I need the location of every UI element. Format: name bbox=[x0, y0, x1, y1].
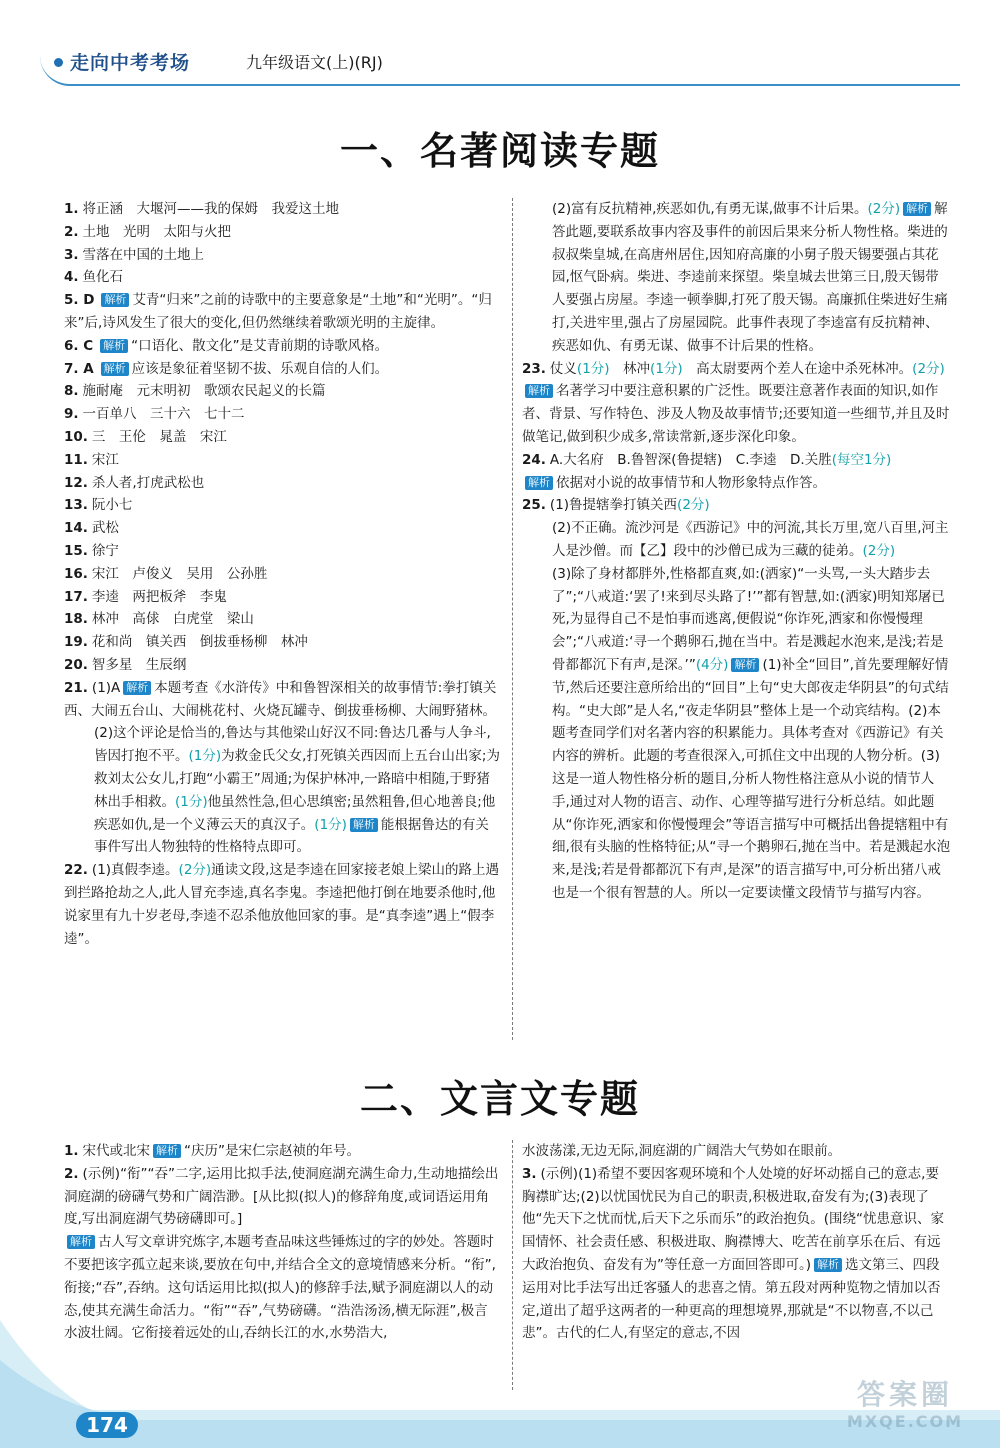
answer-number: 15. bbox=[64, 542, 88, 559]
answer-number: 5. D bbox=[64, 292, 95, 309]
answer-23 bbox=[522, 358, 952, 449]
answer-21 bbox=[64, 677, 500, 723]
score-label: (2分) bbox=[912, 360, 945, 377]
answer-text: 鱼化石 bbox=[82, 269, 124, 286]
section1-right-column bbox=[522, 198, 952, 905]
score-label: (2分) bbox=[178, 862, 212, 879]
answer-text: 杀人者,打虎武松也 bbox=[91, 474, 205, 491]
answer-number: 18. bbox=[64, 611, 88, 628]
answer-item bbox=[64, 358, 500, 381]
answer-number: 1. bbox=[64, 201, 79, 217]
analysis-tag: 解析 bbox=[350, 818, 378, 832]
answer-item bbox=[64, 494, 500, 517]
answer-number: 22. bbox=[64, 862, 88, 879]
answer-number: 25. bbox=[522, 497, 546, 514]
answer-22 bbox=[64, 859, 500, 950]
watermark-top: 答案圈 bbox=[856, 1378, 953, 1411]
answer-text: 武松 bbox=[91, 520, 119, 537]
analysis-text: 水波荡漾,无边无际,洞庭湖的广阔浩大气势如在眼前。 bbox=[522, 1143, 842, 1159]
answer-text: 土地 光明 太阳与火把 bbox=[82, 223, 232, 240]
answer-text: 将正涵 大堰河——我的保姆 我爱这土地 bbox=[82, 201, 340, 217]
analysis-tag: 解析 bbox=[100, 339, 128, 353]
answer-number: 9. bbox=[64, 406, 79, 423]
score-label: (1分) bbox=[175, 793, 208, 810]
answer-number: 14. bbox=[64, 520, 88, 537]
answer-number: 2. bbox=[64, 1165, 79, 1182]
answer-item bbox=[64, 472, 500, 495]
answer-text: (2)这个评论是恰当的,鲁达与其他梁山好汉不同:鲁达几番与人争斗,皆因打抱不平。 bbox=[94, 725, 491, 765]
answer-text: 阮小七 bbox=[91, 497, 133, 514]
answer-number: 13. bbox=[64, 497, 88, 514]
page-header bbox=[40, 44, 960, 86]
answer-item bbox=[64, 335, 500, 358]
analysis-tag: 解析 bbox=[525, 476, 553, 490]
answer-text: 高太尉要两个差人在途中杀死林冲。 bbox=[696, 360, 913, 377]
answer-item bbox=[64, 289, 500, 335]
answer-item bbox=[64, 426, 500, 449]
answer-number: 12. bbox=[64, 474, 88, 491]
score-label: (2分) bbox=[867, 201, 901, 217]
answer-text: (3)除了身材都胖外,性格都直爽,如:(洒家)“一头骂,一头大踏步去了”;“八戒道:‘罢了!来到尽头路了!’”都有智慧,如:(洒家)明知郑屠已死,为显得自己不是怕事而逃离,便假说“你诈死,洒家和你慢慢理会”;“八戒道:‘寻一个鹅卵石,抛在当中。若是溅起水泡来,是浅;若是骨都都沉下有声,是深。’” bbox=[552, 565, 945, 673]
answer-text: 李逵 两把板斧 李鬼 bbox=[91, 588, 227, 605]
score-label: (4分) bbox=[695, 656, 729, 673]
answer-item bbox=[64, 198, 500, 221]
analysis-text: (1)补全“回目”,首先要理解好情节,然后还要注意所给出的“回目”上句“史大郎夜走华阴县”的句式结构。“史大郎”是人名,“夜走华阴县”整体上是一个动宾结构。(2)本题考查同学们对名著内容的积累能力。具体考查对《西游记》有关内容的辨析。此题的考查很深入,可抓住文中出现的人物分析。(3)这是一道人物性格分析的题目,分析人物性格注意从小说的情节人手,通过对人物的语言、动作、心理等描写进行分析总结。如此题从“你诈死,洒家和你慢慢理会”等语言描写中可概括出鲁提辖粗中有细,很有头脑的性格特征;从“寻一个鹅卵石,抛在当中。若是溅起水泡来,是浅;若是骨都都沉下有声,是深”的语言描写中,可分析出猪八戒也是一个很有智慧的人。所以一定要读懂文段情节与描写内容。 bbox=[552, 656, 951, 901]
answer-number: 20. bbox=[64, 656, 88, 673]
answer-s2-2-cont bbox=[522, 1140, 952, 1163]
answer-number: 4. bbox=[64, 269, 79, 286]
answer-24 bbox=[522, 449, 952, 495]
analysis-tag: 解析 bbox=[123, 681, 151, 695]
answer-number: 6. C bbox=[64, 337, 94, 354]
answer-text: 他虽然性急,但心思缜密;虽然粗鲁,但心地善良;他疾恶如仇,是一个义薄云天的真汉子。 bbox=[94, 793, 496, 833]
analysis-tag: 解析 bbox=[903, 202, 931, 216]
answer-text: 林冲 高俅 白虎堂 梁山 bbox=[91, 611, 254, 628]
answer-21-2 bbox=[64, 722, 500, 859]
section2-title: 二、文言文专题 bbox=[359, 1077, 640, 1121]
answer-number: 3. bbox=[522, 1165, 537, 1182]
analysis-text: 选文第三、四段运用对比手法写出迁客骚人的悲喜之情。第五段对两种览物之情加以否定,道出了超乎这两者的一种更高的理想境界,那就是“不以物喜,不以己悲”。古代的仁人,有坚定的意志,不因 bbox=[522, 1256, 941, 1342]
answer-text: 三 王伦 晁盖 宋江 bbox=[91, 428, 227, 445]
header-subtitle: 九年级语文(上)(RJ) bbox=[246, 53, 383, 72]
header-brand: 走向中考考场 bbox=[70, 52, 191, 74]
answer-number: 19. bbox=[64, 634, 88, 651]
analysis-tag: 解析 bbox=[101, 362, 129, 376]
answer-text: (1)鲁提辖拳打镇关西 bbox=[549, 497, 678, 514]
analysis-tag: 解析 bbox=[525, 384, 553, 398]
answer-text: 艾青“归来”之前的诗歌中的主要意象是“土地”和“光明”。“归来”后,诗风发生了很大的变化,但仍然继续着歌颂光明的主旋律。 bbox=[64, 292, 492, 331]
analysis-text: 本题考查《水浒传》中和鲁智深相关的故事情节:拳打镇关西、大闹五台山、大闹桃花村、火烧瓦罐寺、倒拔垂杨柳、大闹野猪林。 bbox=[64, 679, 497, 719]
answer-text: 应该是象征着坚韧不拔、乐观自信的人们。 bbox=[131, 360, 389, 377]
answer-text: 智多星 生辰纲 bbox=[91, 656, 187, 673]
answer-text: (2)富有反抗精神,疾恶如仇,有勇无谋,做事不计后果。 bbox=[552, 201, 868, 217]
analysis-text: 解答此题,要联系故事内容及事件的前因后果来分析人物性格。柴进的叔叔柴皇城,在高唐州居住,因知府高廉的小舅子殷天锡要强占其花园,怄气卧病。柴进、李逵前来探望。柴皇城去世第三日,殷天锡带人要强占房屋。李逵一顿拳脚,打死了殷天锡。高廉抓住柴进好生痛打,关进牢里,强占了房屋园院。此事件表现了李逵富有反抗精神、疾恶如仇、有勇无谋、做事不计后果的性格。 bbox=[552, 201, 948, 354]
answer-number: 7. A bbox=[64, 360, 94, 377]
answer-text: (示例)(1)希望不要因客观环境和个人处境的好坏动摇自己的意志,要胸襟旷达;(2)以忧国忧民为自己的职责,积极进取,奋发有为;(3)表现了他“先天下之忧而忧,后天下之乐而乐”的政治抱负。(围绕“忧患意识、家国情怀、社会责任感、积极进取、胸襟博大、吃苦在前享乐在后、有远大政治抱负、奋发有为”等任意一方面回答即可。) bbox=[522, 1165, 945, 1273]
score-label: (1分) bbox=[314, 816, 347, 833]
answer-item bbox=[64, 586, 500, 609]
watermark-bottom: MXQE.COM bbox=[846, 1412, 964, 1431]
analysis-tag: 解析 bbox=[814, 1258, 842, 1272]
analysis-tag: 解析 bbox=[153, 1144, 181, 1158]
score-label: (2分) bbox=[862, 542, 896, 559]
answer-item bbox=[64, 403, 500, 426]
page-number: 174 bbox=[76, 1412, 138, 1438]
score-label: (1分) bbox=[576, 360, 610, 377]
answer-item bbox=[64, 221, 500, 244]
answer-text: 仗义 bbox=[549, 360, 577, 377]
answer-item bbox=[64, 517, 500, 540]
answer-number: 10. bbox=[64, 428, 88, 445]
analysis-text: 古人写文章讲究炼字,本题考查品味这些锤炼过的字的妙处。答题时不要把该字孤立起来谈,要放在句中,并结合全文的意境情感来分析。“衔”,衔接;“吞”,吞纳。这句话运用比拟(拟人)的修辞手法,赋予洞庭湖以人的动态,使其充满生命活力。“衔”“吞”,气势磅礴。“浩浩汤汤,横无际涯”,极言水波壮阔。它衔接着远处的山,吞纳长江的水,水势浩大, bbox=[64, 1234, 496, 1342]
analysis-text: 能根据鲁达的有关事件写出人物独特的性格特点即可。 bbox=[94, 816, 489, 856]
answer-text: (1)真假李逵。 bbox=[91, 862, 179, 879]
analysis-text: 通读文段,这是李逵在回家接老娘上梁山的路上遇到拦路抢劫之人,此人冒充李逵,真名李鬼。李逵把他打倒在地要杀他时,他说家里有九十岁老母,李逵不忍杀他放他回家的事。是“真李逵”遇上“假李逵”。 bbox=[64, 862, 499, 947]
score-label: (1分) bbox=[650, 360, 683, 377]
answer-number: 2. bbox=[64, 223, 79, 240]
score-label: (1分) bbox=[188, 748, 222, 765]
answer-text: “口语化、散文化”是艾青前期的诗歌风格。 bbox=[131, 337, 389, 354]
analysis-tag: 解析 bbox=[731, 658, 759, 672]
section1-left-column bbox=[64, 198, 500, 950]
answer-number: 8. bbox=[64, 383, 79, 400]
answer-number: 23. bbox=[522, 360, 546, 377]
answer-text: 施耐庵 元末明初 歌颂农民起义的长篇 bbox=[82, 383, 326, 400]
answer-text: 宋江 bbox=[91, 451, 119, 468]
answer-item bbox=[64, 244, 500, 267]
answer-22-2 bbox=[522, 198, 952, 358]
header-dot-icon bbox=[54, 58, 63, 67]
answer-item bbox=[64, 654, 500, 677]
answer-text: A.大名府 B.鲁智深(鲁提辖) C.李逵 D.关胜 bbox=[549, 451, 832, 468]
answer-item bbox=[64, 449, 500, 472]
answer-text: 一百单八 三十六 七十二 bbox=[82, 406, 245, 423]
analysis-tag: 解析 bbox=[101, 293, 129, 307]
answer-text: 雪落在中国的土地上 bbox=[82, 246, 205, 263]
analysis-text: 名著学习中要注意积累的广泛性。既要注意著作表面的知识,如作者、背景、写作特色、涉及人物及故事情节;还要知道一些细节,并且及时做笔记,做到积少成多,常读常新,逐步深化印象。 bbox=[522, 383, 950, 445]
answer-25-2 bbox=[522, 517, 952, 563]
answer-item bbox=[64, 380, 500, 403]
answer-item bbox=[64, 563, 500, 586]
score-label: (每空1分) bbox=[831, 451, 892, 468]
answer-item bbox=[64, 631, 500, 654]
answer-text: 宋江 卢俊义 吴用 公孙胜 bbox=[91, 565, 268, 582]
answer-item bbox=[64, 266, 500, 289]
answer-text: (示例)“衔”“吞”二字,运用比拟手法,使洞庭湖充满生命力,生动地描绘出洞庭湖的磅礴气势和广阔浩渺。[从比拟(拟人)的修辞角度,或词语运用角度,写出洞庭湖气势磅礴即可。] bbox=[64, 1165, 499, 1228]
answer-25-3 bbox=[522, 563, 952, 905]
answer-number: 1. bbox=[64, 1143, 79, 1159]
answer-text: 宋代或北宋 bbox=[82, 1143, 151, 1159]
section1-title: 一、名著阅读专题 bbox=[339, 129, 660, 173]
answer-s2-1 bbox=[64, 1140, 500, 1163]
answer-number: 24. bbox=[522, 451, 546, 468]
answer-25 bbox=[522, 494, 952, 517]
answer-text: (1)A bbox=[91, 679, 121, 696]
analysis-text: 依据对小说的故事情节和人物形象特点作答。 bbox=[556, 474, 826, 491]
answer-text: 林冲 bbox=[623, 360, 651, 377]
answer-number: 3. bbox=[64, 246, 79, 263]
watermark bbox=[830, 1378, 980, 1438]
answer-text: 花和尚 镇关西 倒拔垂杨柳 林冲 bbox=[91, 634, 308, 651]
answer-number: 16. bbox=[64, 565, 88, 582]
answer-number: 21. bbox=[64, 679, 88, 696]
score-label: (2分) bbox=[677, 497, 710, 514]
answer-text: 为救金氏父女,打死镇关西因而上五台山出家;为救刘太公女儿,打跑“小霸王”周通;为保护林冲,一路暗中相随,于野猪林出手相救。 bbox=[94, 748, 500, 810]
answer-text: 徐宁 bbox=[91, 542, 119, 559]
analysis-tag: 解析 bbox=[67, 1235, 95, 1249]
answer-item bbox=[64, 608, 500, 631]
analysis-text: “庆历”是宋仁宗赵祯的年号。 bbox=[184, 1143, 361, 1159]
answer-number: 11. bbox=[64, 451, 88, 468]
answer-item bbox=[64, 540, 500, 563]
answer-number: 17. bbox=[64, 588, 88, 605]
column-divider bbox=[512, 198, 513, 1040]
answer-text: (2)不正确。流沙河是《西游记》中的河流,其长万里,宽八百里,河主人是沙僧。而【乙】段中的沙僧已成为三藏的徒弟。 bbox=[552, 520, 949, 559]
